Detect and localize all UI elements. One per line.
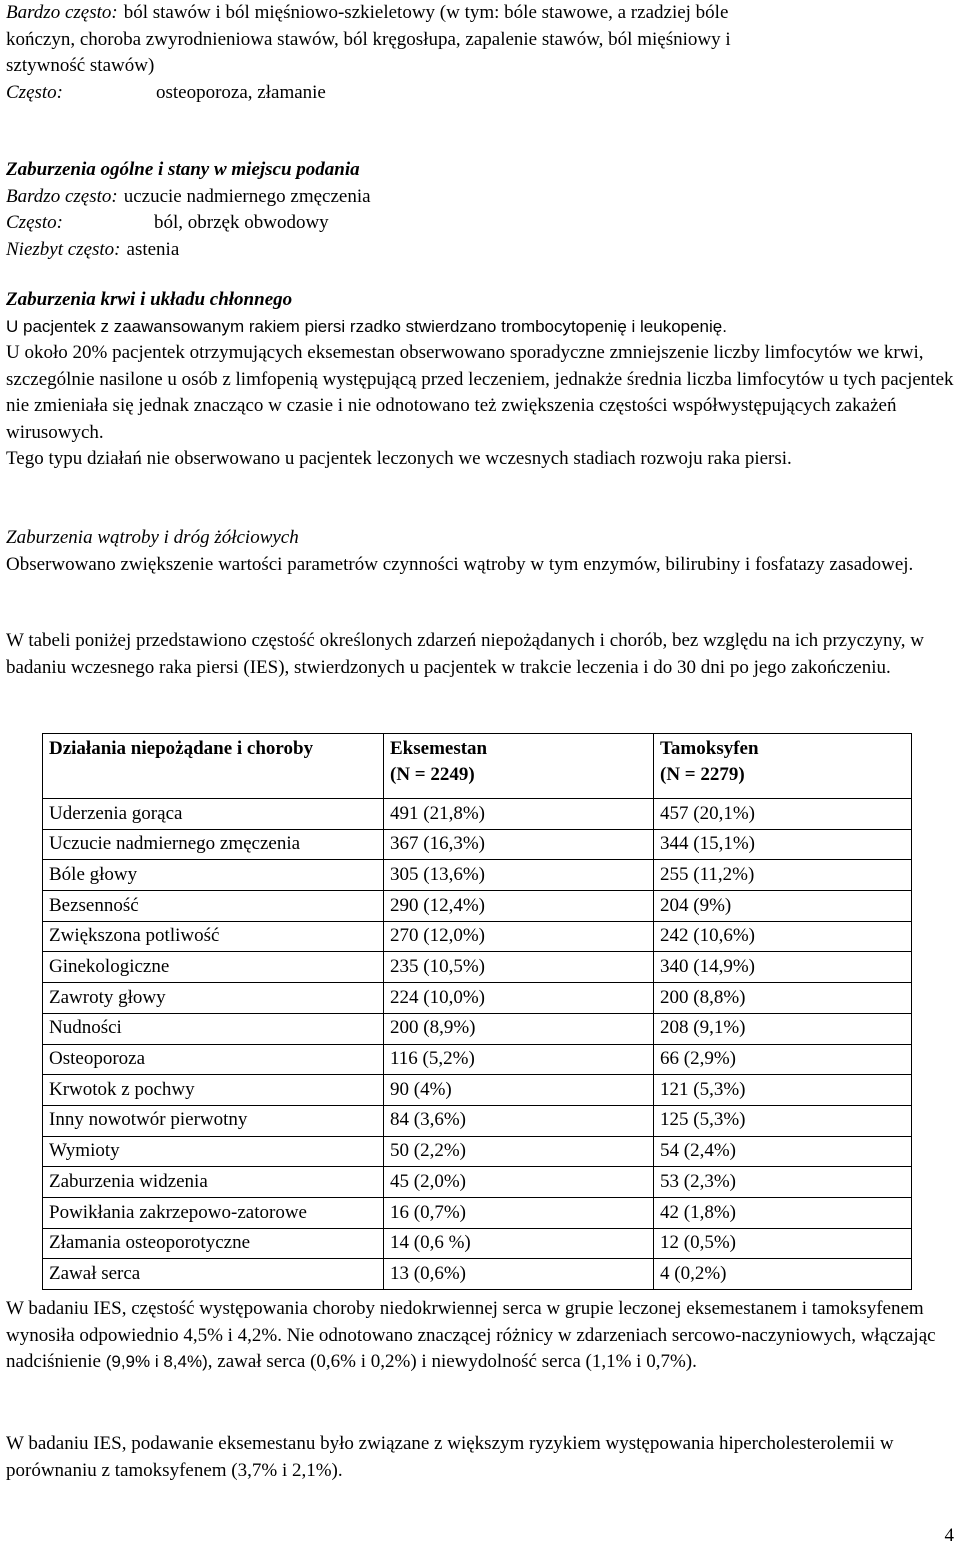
liver-section <box>6 525 954 578</box>
exemestane-cell: 116 (5,2%) <box>384 1044 654 1075</box>
tamoxifen-cell: 121 (5,3%) <box>654 1075 912 1106</box>
event-name-cell: Bezsenność <box>43 891 384 922</box>
table-row <box>43 1228 912 1259</box>
tamoxifen-cell: 204 (9%) <box>654 891 912 922</box>
table-row <box>43 921 912 952</box>
liver-text: Obserwowano zwiększenie wartości parametrów czynności wątroby w tym enzymów, bilirubiny i fosfatazy zasadowej. <box>6 553 914 575</box>
blood-heading: Zaburzenia krwi i układu chłonnego <box>6 289 293 310</box>
event-name-cell: Zawał serca <box>43 1259 384 1290</box>
event-name-cell: Powikłania zakrzepowo-zatorowe <box>43 1197 384 1228</box>
exemestane-cell: 224 (10,0%) <box>384 983 654 1014</box>
header-exemestane <box>384 734 654 799</box>
header-adverse-events: Działania niepożądane i choroby <box>43 734 384 799</box>
exemestane-cell: 491 (21,8%) <box>384 799 654 830</box>
table-row <box>43 799 912 830</box>
general-heading: Zaburzenia ogólne i stany w miejscu podania <box>6 159 360 180</box>
tamoxifen-cell: 54 (2,4%) <box>654 1136 912 1167</box>
tamoxifen-cell: 125 (5,3%) <box>654 1105 912 1136</box>
tamoxifen-cell: 42 (1,8%) <box>654 1197 912 1228</box>
blood-line1: U pacjentek z zaawansowanym rakiem piersi rzadko stwierdzano trombocytopenię i leukopenię. <box>6 316 727 336</box>
event-name-cell: Inny nowotwór pierwotny <box>43 1105 384 1136</box>
exemestane-cell: 13 (0,6%) <box>384 1259 654 1290</box>
musculo-very-common-text: ból stawów i ból mięśniowo-szkieletowy (w tym: bóle stawowe, a rzadziej bóle <box>123 2 729 23</box>
event-name-cell: Bóle głowy <box>43 860 384 891</box>
liver-heading: Zaburzenia wątroby i dróg żółciowych <box>6 527 299 548</box>
general-uncommon-text: astenia <box>126 238 180 260</box>
exemestane-cell: 14 (0,6 %) <box>384 1228 654 1259</box>
general-very-common-row <box>6 184 371 211</box>
table-row <box>43 891 912 922</box>
exemestane-cell: 45 (2,0%) <box>384 1167 654 1198</box>
exemestane-cell: 200 (8,9%) <box>384 1013 654 1044</box>
frequency-label-uncommon: Niezbyt często: <box>6 238 121 260</box>
general-common-text: ból, obrzęk obwodowy <box>154 212 329 233</box>
musculo-very-common-row <box>6 0 731 27</box>
exemestane-cell: 290 (12,4%) <box>384 891 654 922</box>
adverse-events-table <box>42 733 912 1290</box>
table-row <box>43 952 912 983</box>
general-very-common-text: uczucie nadmiernego zmęczenia <box>123 185 371 207</box>
musculo-common-row <box>6 80 731 107</box>
musculo-very-common-cont1: kończyn, choroba zwyrodnieniowa stawów, ból kręgosłupa, zapalenie stawów, ból mięśniowy i <box>6 28 731 50</box>
tamoxifen-cell: 255 (11,2%) <box>654 860 912 891</box>
cardio-text-part1: W badaniu IES, częstość występowania choroby niedokrwiennej serca w grupie leczonej eksemestanem i tamoksyfenem wynosiła odpowiednio 4,5% i 4,2%. Nie odnotowano znaczącej różnicy w zdarzeniach sercowo-naczyniowych, włączając nadciśnienie <box>6 1298 936 1372</box>
table-row <box>43 1197 912 1228</box>
event-name-cell: Osteoporoza <box>43 1044 384 1075</box>
cardio-text-hypertension: (9,9% i 8,4%) <box>105 1352 208 1371</box>
tamoxifen-cell: 457 (20,1%) <box>654 799 912 830</box>
header-tamoxifen <box>654 734 912 799</box>
table-row <box>43 983 912 1014</box>
exemestane-cell: 305 (13,6%) <box>384 860 654 891</box>
cardio-paragraph <box>6 1296 954 1376</box>
event-name-cell: Uderzenia gorąca <box>43 799 384 830</box>
event-name-cell: Ginekologiczne <box>43 952 384 983</box>
frequency-label-very-common: Bardzo często: <box>6 185 118 207</box>
event-name-cell: Wymioty <box>43 1136 384 1167</box>
exemestane-cell: 84 (3,6%) <box>384 1105 654 1136</box>
frequency-label-common: Często: <box>6 81 63 103</box>
general-uncommon-row <box>6 237 371 264</box>
cardio-text-part3: , zawał serca (0,6% i 0,2%) i niewydolność serca (1,1% i 0,7%). <box>207 1351 697 1372</box>
event-name-cell: Złamania osteoporotyczne <box>43 1228 384 1259</box>
lipid-paragraph: W badaniu IES, podawanie eksemestanu było związane z większym ryzykiem występowania hipercholesterolemii w porównaniu z tamoksyfenem (3,7% i 2,1%). <box>6 1433 894 1481</box>
table-row <box>43 1013 912 1044</box>
exemestane-cell: 16 (0,7%) <box>384 1197 654 1228</box>
tamoxifen-cell: 242 (10,6%) <box>654 921 912 952</box>
table-intro-paragraph: W tabeli poniżej przedstawiono częstość określonych zdarzeń niepożądanych i chorób, bez względu na ich przyczyny, w badaniu wczesnego raka piersi (IES), stwierdzonych u pacjentek w trakcie leczenia i do 30 dni po jego zakończeniu. <box>6 630 924 678</box>
table-header-row <box>43 734 912 799</box>
header-tamoxifen-name: Tamoksyfen <box>660 738 759 759</box>
event-name-cell: Nudności <box>43 1013 384 1044</box>
exemestane-cell: 90 (4%) <box>384 1075 654 1106</box>
event-name-cell: Zawroty głowy <box>43 983 384 1014</box>
event-name-cell: Krwotok z pochwy <box>43 1075 384 1106</box>
blood-paragraph-2: Tego typu działań nie obserwowano u pacjentek leczonych we wczesnych stadiach rozwoju raka piersi. <box>6 448 792 469</box>
table-row <box>43 1105 912 1136</box>
table-body <box>43 799 912 1290</box>
event-name-cell: Uczucie nadmiernego zmęczenia <box>43 829 384 860</box>
table-row <box>43 1044 912 1075</box>
table-row <box>43 1259 912 1290</box>
tamoxifen-cell: 4 (0,2%) <box>654 1259 912 1290</box>
exemestane-cell: 367 (16,3%) <box>384 829 654 860</box>
blood-disorders-section <box>6 287 954 473</box>
tamoxifen-cell: 200 (8,8%) <box>654 983 912 1014</box>
table-row <box>43 860 912 891</box>
tamoxifen-cell: 340 (14,9%) <box>654 952 912 983</box>
exemestane-cell: 270 (12,0%) <box>384 921 654 952</box>
musculoskeletal-section <box>6 0 731 106</box>
musculo-very-common-cont2: sztywność stawów) <box>6 55 155 76</box>
header-exemestane-name: Eksemestan <box>390 738 488 759</box>
tamoxifen-cell: 66 (2,9%) <box>654 1044 912 1075</box>
header-exemestane-n: (N = 2249) <box>390 764 475 785</box>
table-row <box>43 1075 912 1106</box>
frequency-label-very-common: Bardzo często: <box>6 2 118 23</box>
tamoxifen-cell: 53 (2,3%) <box>654 1167 912 1198</box>
table-row <box>43 1167 912 1198</box>
page-number: 4 <box>944 1525 954 1546</box>
general-disorders-section <box>6 157 371 263</box>
table-row <box>43 829 912 860</box>
tamoxifen-cell: 344 (15,1%) <box>654 829 912 860</box>
exemestane-cell: 235 (10,5%) <box>384 952 654 983</box>
general-common-row <box>6 210 371 237</box>
musculo-common-text: osteoporoza, złamanie <box>156 81 326 103</box>
table-row <box>43 1136 912 1167</box>
header-tamoxifen-n: (N = 2279) <box>660 764 745 785</box>
event-name-cell: Zaburzenia widzenia <box>43 1167 384 1198</box>
exemestane-cell: 50 (2,2%) <box>384 1136 654 1167</box>
frequency-label-common: Często: <box>6 212 63 233</box>
cardio-text <box>6 1296 954 1376</box>
blood-paragraph: U około 20% pacjentek otrzymujących eksemestan obserwowano sporadyczne zmniejszenie liczby limfocytów we krwi, szczególnie nasilone u osób z limfopenią występującą przed leczeniem, jednakże średnia liczba limfocytów u tych pacjentek nie zmieniała się jednak znacząco w czasie i nie odnotowano też zwiększenia częstości współwystępujących zakażeń wirusowych. <box>6 342 954 443</box>
tamoxifen-cell: 208 (9,1%) <box>654 1013 912 1044</box>
event-name-cell: Zwiększona potliwość <box>43 921 384 952</box>
tamoxifen-cell: 12 (0,5%) <box>654 1228 912 1259</box>
